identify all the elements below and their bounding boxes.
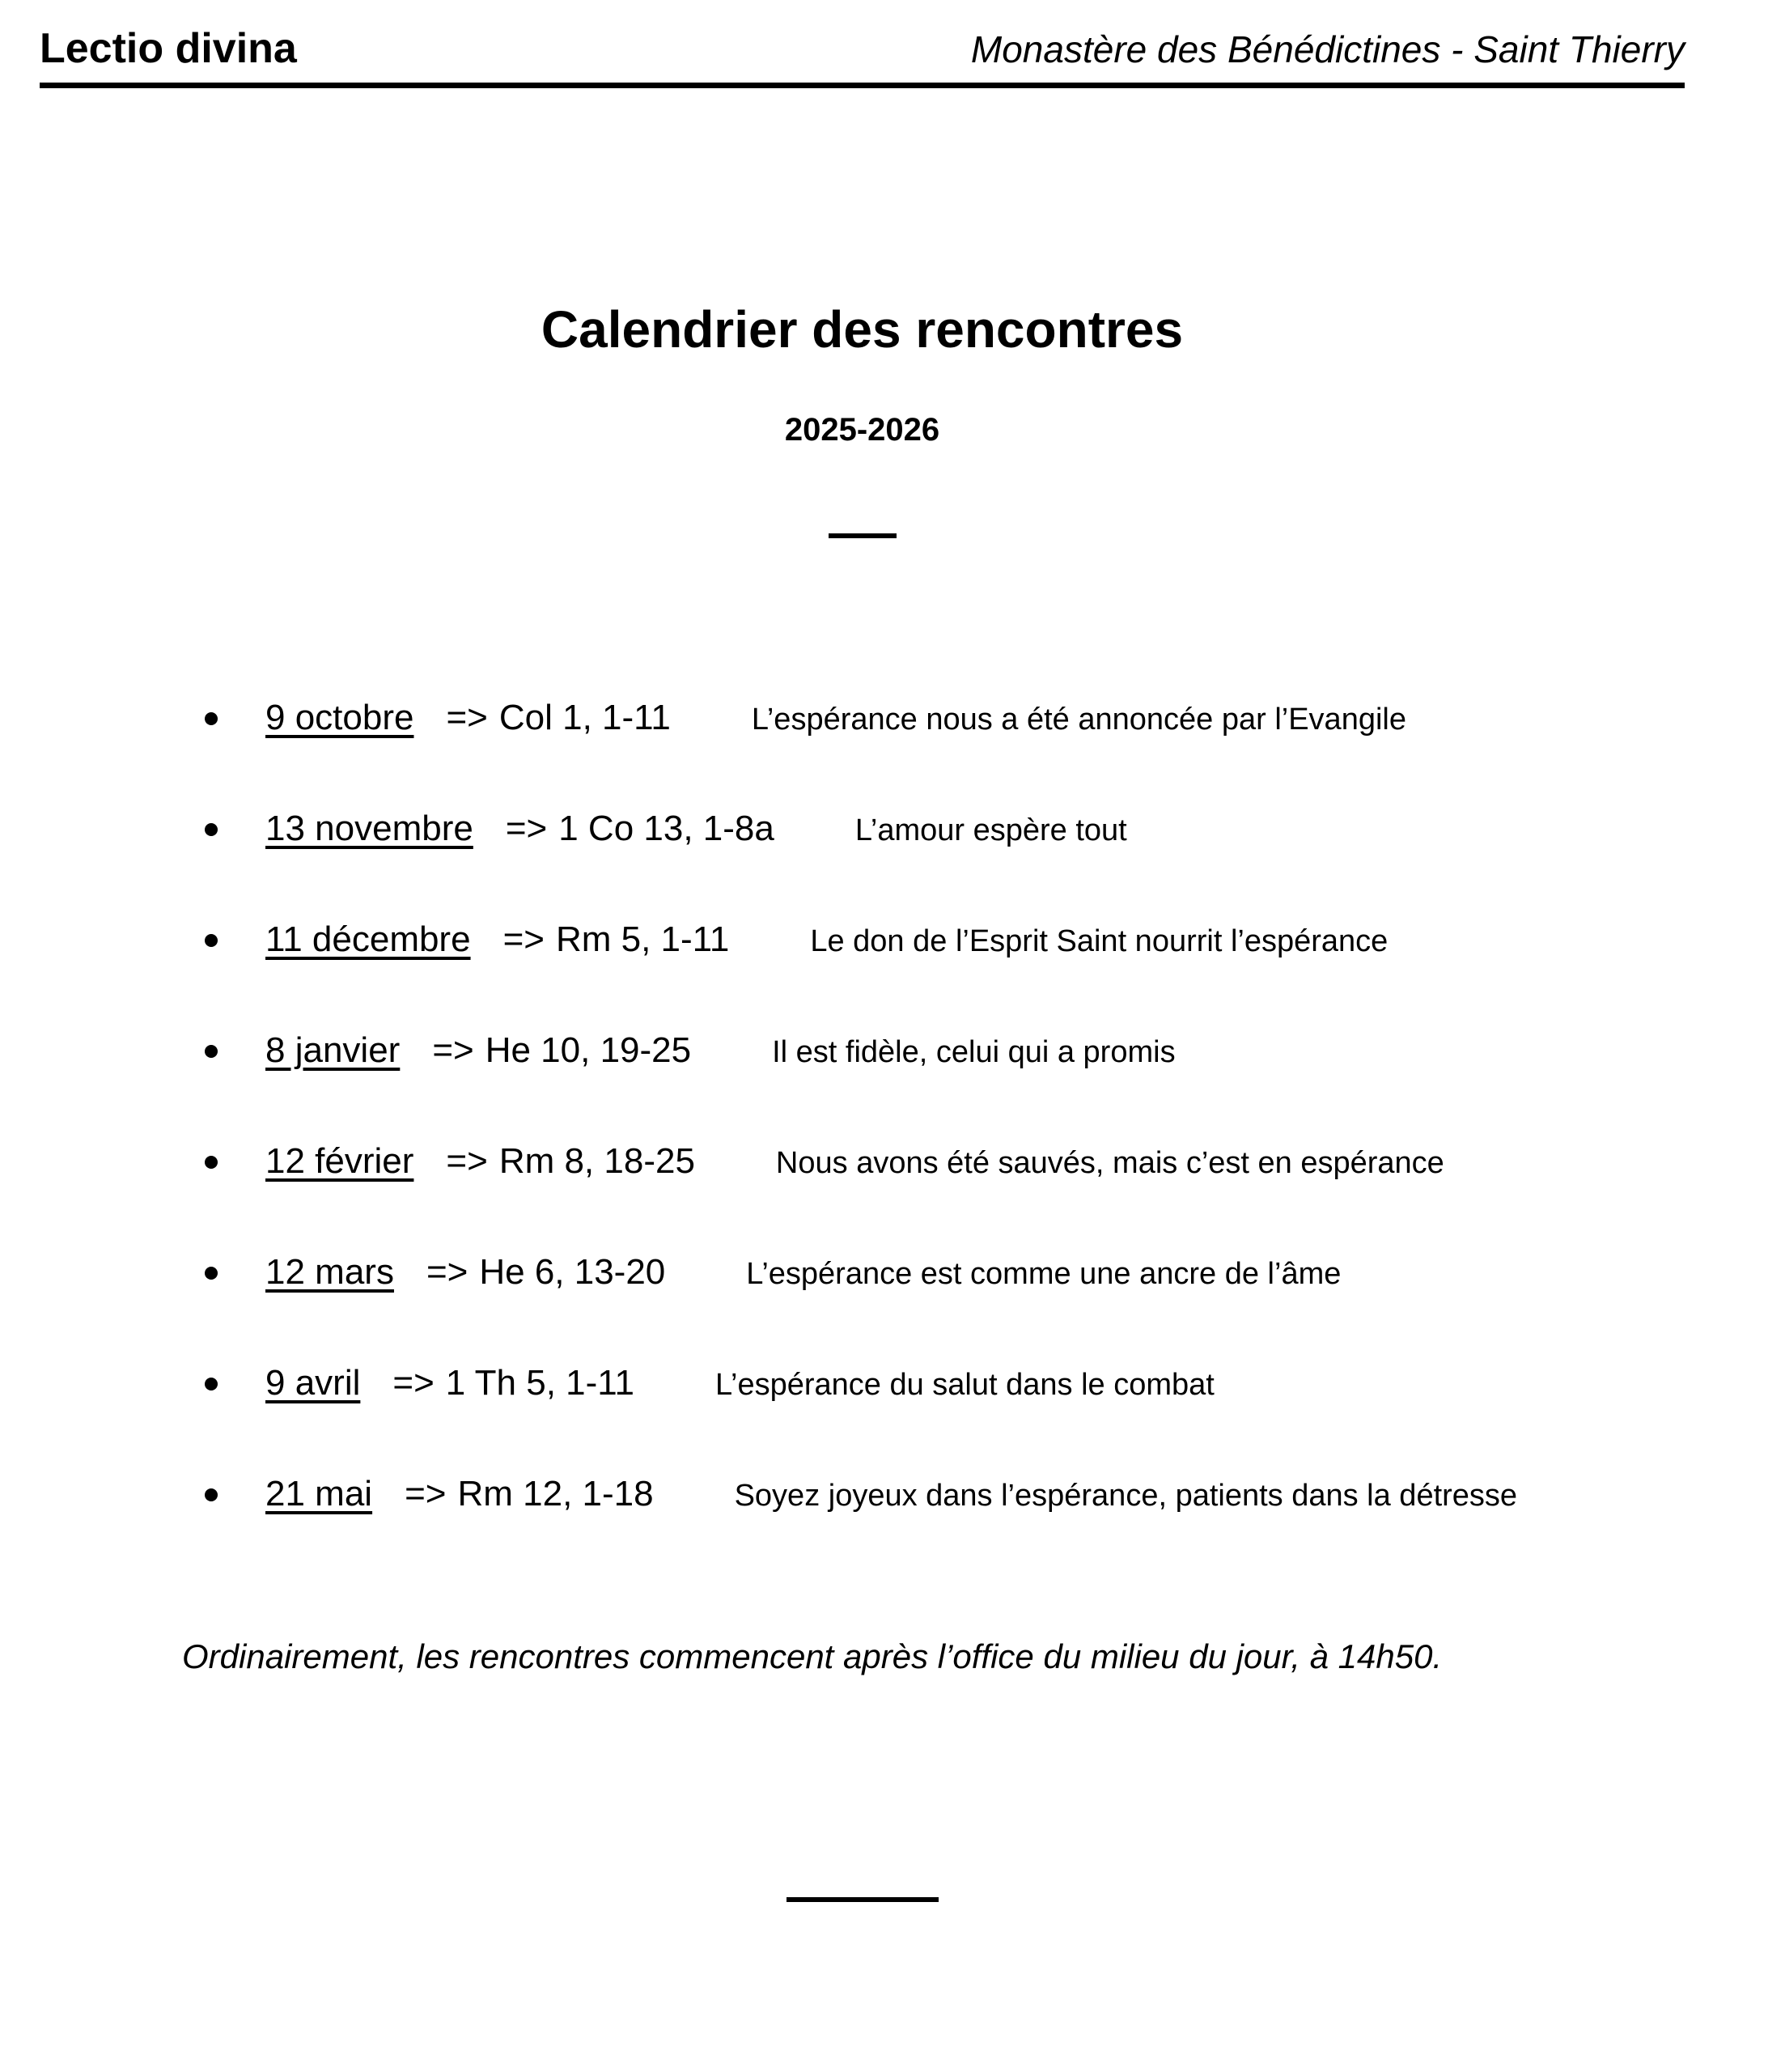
- arrow-text: =>: [505, 809, 548, 848]
- document-title: Calendrier des rencontres: [541, 300, 1184, 359]
- meetings-list: [40, 700, 1685, 1514]
- schedule-note: Ordinairement, les rencontres commencent après l’office du milieu du jour, à 14h50.: [182, 1637, 1443, 1675]
- scripture-reference: He 6, 13-20: [479, 1252, 666, 1292]
- arrow-text: =>: [446, 698, 488, 737]
- meeting-row: [205, 919, 1685, 959]
- arrow-text: =>: [446, 1141, 488, 1181]
- meeting-theme: L’amour espère tout: [854, 813, 1127, 847]
- meeting-row: [205, 1476, 1685, 1514]
- meeting-theme: L’espérance est comme une ancre de l’âme: [746, 1257, 1342, 1291]
- bullet-icon: [205, 1488, 218, 1501]
- bullet-icon: [205, 1267, 218, 1280]
- bullet-icon: [205, 1045, 218, 1058]
- meeting-theme: L’espérance nous a été annoncée par l’Evangile: [751, 703, 1406, 737]
- meeting-row: [205, 700, 1685, 737]
- bullet-icon: [205, 934, 218, 947]
- header-left-title: Lectio divina: [40, 25, 297, 72]
- meeting-row: [205, 1141, 1685, 1181]
- arrow-text: =>: [426, 1252, 469, 1292]
- meeting-row: [205, 1365, 1685, 1403]
- meeting-date: 9 avril: [265, 1363, 361, 1403]
- arrow-text: =>: [405, 1474, 447, 1514]
- scripture-reference: Rm 5, 1-11: [555, 919, 730, 959]
- bullet-icon: [205, 712, 218, 725]
- scripture-reference: Rm 12, 1-18: [457, 1474, 654, 1514]
- bullet-icon: [205, 1156, 218, 1169]
- meeting-theme: L’espérance du salut dans le combat: [714, 1368, 1215, 1402]
- header-right-title: Monastère des Bénédictines - Saint Thierry: [970, 28, 1685, 70]
- meeting-theme: Le don de l’Esprit Saint nourrit l’espérance: [810, 924, 1389, 958]
- arrow-text: =>: [432, 1030, 474, 1070]
- scripture-reference: Rm 8, 18-25: [498, 1141, 695, 1181]
- bullet-icon: [205, 823, 218, 836]
- meeting-date: 13 novembre: [265, 809, 473, 848]
- document-subtitle: 2025-2026: [784, 412, 940, 448]
- top-divider: [829, 533, 897, 538]
- meeting-date: 9 octobre: [265, 698, 414, 737]
- meeting-row: [205, 1030, 1685, 1070]
- meeting-row: [205, 1252, 1685, 1292]
- scripture-reference: He 10, 19-25: [485, 1030, 692, 1070]
- meeting-theme: Soyez joyeux dans l’espérance, patients dans la détresse: [734, 1479, 1518, 1513]
- meeting-theme: Il est fidèle, celui qui a promis: [772, 1035, 1176, 1069]
- meeting-date: 12 mars: [265, 1252, 394, 1292]
- meeting-row: [205, 811, 1685, 848]
- arrow-text: =>: [392, 1363, 435, 1403]
- arrow-text: =>: [502, 919, 545, 959]
- page-header: [40, 0, 1685, 88]
- bullet-icon: [205, 1378, 218, 1391]
- meeting-date: 11 décembre: [265, 919, 471, 959]
- scripture-reference: 1 Th 5, 1-11: [445, 1363, 634, 1403]
- meeting-date: 21 mai: [265, 1474, 373, 1514]
- scripture-reference: 1 Co 13, 1-8a: [558, 809, 774, 848]
- bottom-divider: [787, 1897, 939, 1902]
- meeting-date: 12 février: [265, 1141, 414, 1181]
- meeting-theme: Nous avons été sauvés, mais c’est en espérance: [775, 1146, 1444, 1180]
- meeting-date: 8 janvier: [265, 1030, 401, 1070]
- scripture-reference: Col 1, 1-11: [498, 698, 671, 737]
